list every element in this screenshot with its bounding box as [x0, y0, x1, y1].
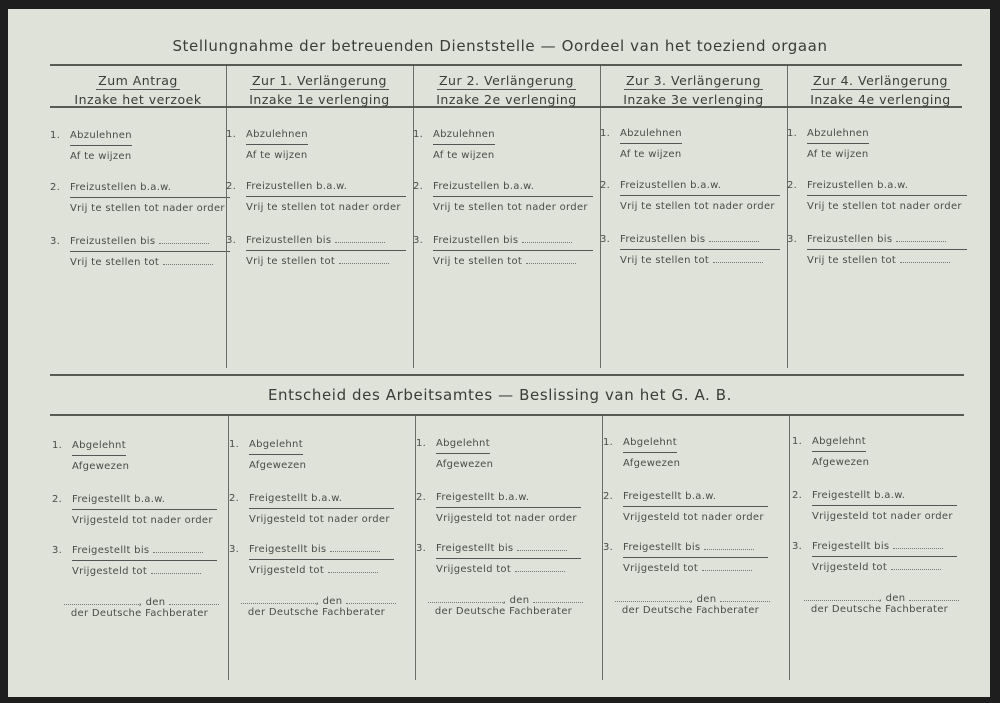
signature-block: , den der Deutsche Fachberater — [603, 594, 778, 616]
option-nl: Vrijgesteld tot — [623, 563, 752, 574]
option-nl: Vrij te stellen tot — [807, 255, 950, 266]
column-header-de: Zur 3. Verlängerung — [625, 73, 761, 88]
option-number: 2. — [52, 494, 63, 505]
fill-in-line[interactable] — [704, 549, 754, 550]
signature-block: , den der Deutsche Fachberater — [229, 596, 404, 618]
option-number: 2. — [787, 180, 798, 191]
option-de: Abzulehnen — [70, 130, 132, 146]
bottom-section-title: Entscheid des Arbeitsamtes — Beslissing van het G. A. B. — [267, 386, 733, 404]
option-nl: Vrij te stellen tot — [246, 256, 389, 267]
option-nl: Af te wijzen — [807, 149, 869, 160]
option-number: 2. — [50, 182, 61, 193]
option-number: 2. — [792, 490, 803, 501]
option-nl: Af te wijzen — [620, 149, 682, 160]
option-de: Freigestellt b.a.w. — [436, 492, 581, 508]
column-header-nl: Inzake het verzoek — [74, 92, 202, 107]
fill-in-line[interactable] — [151, 573, 201, 574]
signature-label: der Deutsche Fachberater — [621, 605, 760, 616]
option-number: 1. — [600, 128, 611, 139]
fill-in-line[interactable] — [328, 572, 378, 573]
option-de: Freizustellen bis — [246, 235, 406, 251]
option-nl: Vrijgesteld tot — [812, 562, 941, 573]
option-de: Freizustellen b.a.w. — [433, 181, 593, 197]
option-nl: Afgewezen — [623, 458, 681, 469]
fill-in-line[interactable] — [517, 550, 567, 551]
date-fill-line[interactable] — [346, 603, 396, 604]
date-fill-line[interactable] — [720, 601, 770, 602]
option-number: 3. — [229, 544, 240, 555]
option-nl: Vrijgesteld tot — [436, 564, 565, 575]
option-number: 1. — [229, 439, 240, 450]
column-divider — [789, 416, 790, 680]
top-section-title: Stellungnahme der betreuenden Dienststelle — Oordeel van het toeziend orgaan — [172, 37, 828, 55]
option-nl: Vrij te stellen tot nader order — [246, 202, 401, 213]
fill-in-line[interactable] — [896, 241, 946, 242]
option-nl: Afgewezen — [249, 460, 307, 471]
option-de: Freigestellt bis — [249, 544, 394, 560]
column-header — [787, 73, 974, 107]
option-de: Abgelehnt — [812, 436, 866, 452]
option-number: 2. — [413, 181, 424, 192]
option-de: Abgelehnt — [72, 440, 126, 456]
option-number: 3. — [50, 236, 61, 247]
option-number: 1. — [413, 129, 424, 140]
option-de: Freigestellt b.a.w. — [72, 494, 217, 510]
fill-in-line[interactable] — [526, 263, 576, 264]
option-number: 3. — [600, 234, 611, 245]
option-number: 2. — [603, 491, 614, 502]
option-nl: Vrijgesteld tot nader order — [249, 514, 390, 525]
option-de: Freizustellen b.a.w. — [246, 181, 406, 197]
option-number: 3. — [413, 235, 424, 246]
column-header — [50, 73, 226, 107]
option-number: 2. — [229, 493, 240, 504]
option-nl: Vrij te stellen tot nader order — [620, 201, 775, 212]
option-nl: Vrijgesteld tot nader order — [812, 511, 953, 522]
option-de: Freizustellen b.a.w. — [70, 182, 230, 198]
option-de: Freigestellt bis — [623, 542, 768, 558]
option-nl: Afgewezen — [436, 459, 494, 470]
option-number: 1. — [787, 128, 798, 139]
option-nl: Vrij te stellen tot — [433, 256, 576, 267]
option-de: Abzulehnen — [807, 128, 869, 144]
place-fill-line[interactable] — [615, 601, 690, 602]
option-de: Freizustellen b.a.w. — [620, 180, 780, 196]
option-de: Freigestellt bis — [72, 545, 217, 561]
divider — [50, 374, 964, 376]
option-number: 3. — [226, 235, 237, 246]
fill-in-line[interactable] — [335, 242, 385, 243]
option-number: 3. — [603, 542, 614, 553]
option-de: Freizustellen bis — [807, 234, 967, 250]
fill-in-line[interactable] — [515, 571, 565, 572]
fill-in-line[interactable] — [891, 569, 941, 570]
column-header-de: Zur 1. Verlängerung — [251, 73, 387, 88]
signature-block: , den der Deutsche Fachberater — [52, 597, 227, 619]
signature-label: der Deutsche Fachberater — [810, 604, 949, 615]
option-de: Abzulehnen — [620, 128, 682, 144]
option-number: 3. — [52, 545, 63, 556]
fill-in-line[interactable] — [163, 264, 213, 265]
option-nl: Vrij te stellen tot nader order — [807, 201, 962, 212]
option-de: Abzulehnen — [433, 129, 495, 145]
date-fill-line[interactable] — [169, 604, 219, 605]
column-header-de: Zur 4. Verlängerung — [812, 73, 948, 88]
option-number: 1. — [226, 129, 237, 140]
option-de: Freizustellen bis — [620, 234, 780, 250]
option-nl: Vrijgesteld tot nader order — [72, 515, 213, 526]
column-header-nl: Inzake 3e verlenging — [623, 92, 764, 107]
fill-in-line[interactable] — [159, 243, 209, 244]
fill-in-line[interactable] — [900, 262, 950, 263]
column-header-nl: Inzake 2e verlenging — [436, 92, 577, 107]
column-header — [413, 73, 600, 107]
option-number: 2. — [226, 181, 237, 192]
date-fill-line[interactable] — [909, 600, 959, 601]
signature-label: der Deutsche Fachberater — [247, 607, 386, 618]
column-header — [226, 73, 413, 107]
option-de: Freizustellen b.a.w. — [807, 180, 967, 196]
option-de: Freizustellen bis — [70, 236, 230, 252]
option-nl: Afgewezen — [72, 461, 130, 472]
fill-in-line[interactable] — [339, 263, 389, 264]
option-number: 1. — [603, 437, 614, 448]
option-nl: Vrijgesteld tot nader order — [623, 512, 764, 523]
fill-in-line[interactable] — [702, 570, 752, 571]
option-nl: Vrijgesteld tot nader order — [436, 513, 577, 524]
fill-in-line[interactable] — [330, 551, 380, 552]
option-number: 1. — [416, 438, 427, 449]
option-de: Abgelehnt — [249, 439, 303, 455]
option-nl: Vrij te stellen tot nader order — [70, 203, 225, 214]
place-fill-line[interactable] — [428, 602, 503, 603]
column-header-nl: Inzake 1e verlenging — [249, 92, 390, 107]
option-nl: Vrijgesteld tot — [249, 565, 378, 576]
option-de: Freigestellt b.a.w. — [812, 490, 957, 506]
signature-label: der Deutsche Fachberater — [70, 608, 209, 619]
option-nl: Vrij te stellen tot — [620, 255, 763, 266]
option-number: 3. — [787, 234, 798, 245]
column-header-de: Zur 2. Verlängerung — [438, 73, 574, 88]
option-number: 2. — [416, 492, 427, 503]
column-header-nl: Inzake 4e verlenging — [810, 92, 951, 107]
option-de: Abgelehnt — [623, 437, 677, 453]
option-de: Abzulehnen — [246, 129, 308, 145]
option-de: Freizustellen bis — [433, 235, 593, 251]
column-header-de: Zum Antrag — [98, 73, 178, 88]
option-de: Freigestellt bis — [812, 541, 957, 557]
option-number: 2. — [600, 180, 611, 191]
option-nl: Vrijgesteld tot — [72, 566, 201, 577]
option-nl: Afgewezen — [812, 457, 870, 468]
signature-label: der Deutsche Fachberater — [434, 606, 573, 617]
option-de: Abgelehnt — [436, 438, 490, 454]
fill-in-line[interactable] — [709, 241, 759, 242]
fill-in-line[interactable] — [153, 552, 203, 553]
place-fill-line[interactable] — [804, 600, 879, 601]
option-number: 1. — [792, 436, 803, 447]
option-nl: Af te wijzen — [433, 150, 495, 161]
option-nl: Af te wijzen — [246, 150, 308, 161]
option-nl: Vrij te stellen tot nader order — [433, 202, 588, 213]
option-nl: Vrij te stellen tot — [70, 257, 213, 268]
option-number: 1. — [52, 440, 63, 451]
option-de: Freigestellt b.a.w. — [249, 493, 394, 509]
place-fill-line[interactable] — [64, 604, 139, 605]
signature-block: , den der Deutsche Fachberater — [416, 595, 591, 617]
divider — [50, 64, 962, 66]
option-de: Freigestellt b.a.w. — [623, 491, 768, 507]
divider — [50, 414, 964, 416]
option-number: 3. — [792, 541, 803, 552]
fill-in-line[interactable] — [893, 548, 943, 549]
option-number: 1. — [50, 130, 61, 141]
date-fill-line[interactable] — [533, 602, 583, 603]
fill-in-line[interactable] — [522, 242, 572, 243]
signature-block: , den der Deutsche Fachberater — [792, 593, 967, 615]
option-nl: Af te wijzen — [70, 151, 132, 162]
option-de: Freigestellt bis — [436, 543, 581, 559]
option-number: 3. — [416, 543, 427, 554]
place-fill-line[interactable] — [241, 603, 316, 604]
fill-in-line[interactable] — [713, 262, 763, 263]
column-header — [600, 73, 787, 107]
